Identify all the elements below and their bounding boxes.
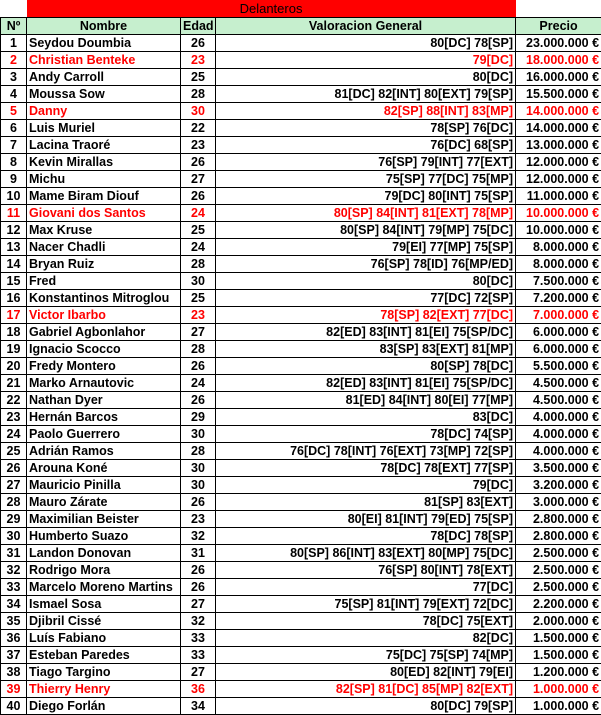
- table-row: [1, 154, 601, 171]
- cell-price[interactable]: 8.000.000 €: [516, 239, 601, 256]
- cell-rating[interactable]: 76[DC] 68[SP]: [216, 137, 516, 154]
- cell-age[interactable]: 26: [181, 494, 216, 511]
- cell-number[interactable]: 7: [1, 137, 27, 154]
- cell-player-name[interactable]: Lacina Traoré: [27, 137, 181, 154]
- cell-player-name[interactable]: Mame Biram Diouf: [27, 188, 181, 205]
- cell-price[interactable]: 2.000.000 €: [516, 613, 601, 630]
- cell-price[interactable]: 3.500.000 €: [516, 460, 601, 477]
- header-name[interactable]: Nombre: [27, 18, 181, 35]
- cell-player-name[interactable]: Max Kruse: [27, 222, 181, 239]
- cell-price[interactable]: 6.000.000 €: [516, 341, 601, 358]
- cell-age[interactable]: 24: [181, 239, 216, 256]
- table-row: [1, 205, 601, 222]
- cell-rating[interactable]: 80[SP] 86[INT] 83[EXT] 80[MP] 75[DC]: [216, 545, 516, 562]
- cell-age[interactable]: 28: [181, 256, 216, 273]
- cell-price[interactable]: 13.000.000 €: [516, 137, 601, 154]
- cell-age[interactable]: 27: [181, 596, 216, 613]
- table-row: [1, 409, 601, 426]
- cell-player-name[interactable]: Danny: [27, 103, 181, 120]
- cell-player-name[interactable]: Luís Fabiano: [27, 630, 181, 647]
- cell-player-name[interactable]: Victor Ibarbo: [27, 307, 181, 324]
- cell-player-name[interactable]: Bryan Ruiz: [27, 256, 181, 273]
- cell-number[interactable]: 27: [1, 477, 27, 494]
- cell-number[interactable]: 38: [1, 664, 27, 681]
- cell-price[interactable]: 4.000.000 €: [516, 426, 601, 443]
- cell-age[interactable]: 28: [181, 86, 216, 103]
- table-row: [1, 256, 601, 273]
- table-row: [1, 69, 601, 86]
- title-spacer[interactable]: [1, 0, 27, 18]
- table-row: [1, 477, 601, 494]
- cell-number[interactable]: 30: [1, 528, 27, 545]
- cell-age[interactable]: 30: [181, 273, 216, 290]
- cell-number[interactable]: 12: [1, 222, 27, 239]
- cell-price[interactable]: 16.000.000 €: [516, 69, 601, 86]
- cell-player-name[interactable]: Arouna Koné: [27, 460, 181, 477]
- table-row: [1, 494, 601, 511]
- table-row: [1, 681, 601, 698]
- table-row: [1, 443, 601, 460]
- cell-player-name[interactable]: Adrián Ramos: [27, 443, 181, 460]
- cell-number[interactable]: 16: [1, 290, 27, 307]
- cell-age[interactable]: 36: [181, 681, 216, 698]
- table-row: [1, 596, 601, 613]
- cell-rating[interactable]: 76[DC] 78[INT] 76[EXT] 73[MP] 72[SP]: [216, 443, 516, 460]
- cell-player-name[interactable]: Giovani dos Santos: [27, 205, 181, 222]
- cell-rating[interactable]: 78[DC] 78[SP]: [216, 528, 516, 545]
- table-row: [1, 273, 601, 290]
- cell-number[interactable]: 6: [1, 120, 27, 137]
- cell-rating[interactable]: 82[ED] 83[INT] 81[EI] 75[SP/DC]: [216, 324, 516, 341]
- cell-rating[interactable]: 83[SP] 83[EXT] 81[MP]: [216, 341, 516, 358]
- cell-rating[interactable]: 82[ED] 83[INT] 81[EI] 75[SP/DC]: [216, 375, 516, 392]
- table-row: [1, 698, 601, 715]
- cell-rating[interactable]: 82[DC]: [216, 630, 516, 647]
- cell-age[interactable]: 30: [181, 103, 216, 120]
- cell-number[interactable]: 25: [1, 443, 27, 460]
- cell-rating[interactable]: 75[SP] 77[DC] 75[MP]: [216, 171, 516, 188]
- cell-price[interactable]: 4.000.000 €: [516, 409, 601, 426]
- cell-age[interactable]: 33: [181, 630, 216, 647]
- cell-number[interactable]: 20: [1, 358, 27, 375]
- cell-rating[interactable]: 75[DC] 75[SP] 74[MP]: [216, 647, 516, 664]
- table-row: [1, 35, 601, 52]
- cell-price[interactable]: 14.000.000 €: [516, 120, 601, 137]
- cell-age[interactable]: 26: [181, 154, 216, 171]
- cell-age[interactable]: 30: [181, 477, 216, 494]
- cell-player-name[interactable]: Mauricio Pinilla: [27, 477, 181, 494]
- cell-rating[interactable]: 79[EI] 77[MP] 75[SP]: [216, 239, 516, 256]
- cell-age[interactable]: 28: [181, 443, 216, 460]
- cell-rating[interactable]: 79[DC]: [216, 477, 516, 494]
- cell-age[interactable]: 30: [181, 426, 216, 443]
- cell-age[interactable]: 22: [181, 120, 216, 137]
- cell-age[interactable]: 23: [181, 52, 216, 69]
- table-row: [1, 222, 601, 239]
- cell-price[interactable]: 2.200.000 €: [516, 596, 601, 613]
- cell-price[interactable]: 12.000.000 €: [516, 154, 601, 171]
- cell-age[interactable]: 26: [181, 35, 216, 52]
- cell-age[interactable]: 32: [181, 613, 216, 630]
- table-row: [1, 290, 601, 307]
- table-row: [1, 307, 601, 324]
- cell-age[interactable]: 25: [181, 290, 216, 307]
- cell-player-name[interactable]: Thierry Henry: [27, 681, 181, 698]
- cell-number[interactable]: 8: [1, 154, 27, 171]
- table-row: [1, 426, 601, 443]
- cell-player-name[interactable]: Marko Arnautovic: [27, 375, 181, 392]
- cell-number[interactable]: 14: [1, 256, 27, 273]
- table-row: [1, 647, 601, 664]
- cell-player-name[interactable]: Fred: [27, 273, 181, 290]
- cell-age[interactable]: 30: [181, 460, 216, 477]
- cell-player-name[interactable]: Tiago Targino: [27, 664, 181, 681]
- cell-number[interactable]: 5: [1, 103, 27, 120]
- cell-number[interactable]: 29: [1, 511, 27, 528]
- cell-age[interactable]: 23: [181, 307, 216, 324]
- cell-number[interactable]: 13: [1, 239, 27, 256]
- cell-player-name[interactable]: Mauro Zárate: [27, 494, 181, 511]
- cell-price[interactable]: 2.800.000 €: [516, 511, 601, 528]
- cell-rating[interactable]: 83[DC]: [216, 409, 516, 426]
- cell-player-name[interactable]: Kevin Mirallas: [27, 154, 181, 171]
- cell-player-name[interactable]: Marcelo Moreno Martins: [27, 579, 181, 596]
- cell-number[interactable]: 17: [1, 307, 27, 324]
- cell-number[interactable]: 11: [1, 205, 27, 222]
- header-price[interactable]: Precio: [516, 18, 601, 35]
- cell-age[interactable]: 26: [181, 579, 216, 596]
- title-spacer-right[interactable]: [516, 0, 601, 18]
- table-row: [1, 613, 601, 630]
- cell-age[interactable]: 26: [181, 358, 216, 375]
- cell-rating[interactable]: 81[SP] 83[EXT]: [216, 494, 516, 511]
- cell-player-name[interactable]: Nathan Dyer: [27, 392, 181, 409]
- cell-player-name[interactable]: Hernán Barcos: [27, 409, 181, 426]
- cell-player-name[interactable]: Ismael Sosa: [27, 596, 181, 613]
- cell-number[interactable]: 4: [1, 86, 27, 103]
- cell-rating[interactable]: 78[DC] 74[SP]: [216, 426, 516, 443]
- cell-player-name[interactable]: Fredy Montero: [27, 358, 181, 375]
- cell-number[interactable]: 22: [1, 392, 27, 409]
- cell-age[interactable]: 27: [181, 664, 216, 681]
- cell-player-name[interactable]: Luis Muriel: [27, 120, 181, 137]
- cell-number[interactable]: 19: [1, 341, 27, 358]
- cell-player-name[interactable]: Andy Carroll: [27, 69, 181, 86]
- cell-player-name[interactable]: Konstantinos Mitroglou: [27, 290, 181, 307]
- cell-age[interactable]: 33: [181, 647, 216, 664]
- table-row: [1, 188, 601, 205]
- table-row: [1, 511, 601, 528]
- cell-age[interactable]: 27: [181, 171, 216, 188]
- cell-age[interactable]: 23: [181, 137, 216, 154]
- cell-price[interactable]: 2.500.000 €: [516, 579, 601, 596]
- cell-rating[interactable]: 80[DC]: [216, 69, 516, 86]
- cell-price[interactable]: 1.200.000 €: [516, 664, 601, 681]
- cell-price[interactable]: 1.500.000 €: [516, 647, 601, 664]
- cell-player-name[interactable]: Landon Donovan: [27, 545, 181, 562]
- cell-rating[interactable]: 82[SP] 81[DC] 85[MP] 82[EXT]: [216, 681, 516, 698]
- cell-number[interactable]: 37: [1, 647, 27, 664]
- cell-number[interactable]: 23: [1, 409, 27, 426]
- cell-price[interactable]: 4.500.000 €: [516, 375, 601, 392]
- cell-player-name[interactable]: Gabriel Agbonlahor: [27, 324, 181, 341]
- cell-price[interactable]: 12.000.000 €: [516, 171, 601, 188]
- table-row: [1, 664, 601, 681]
- table-row: [1, 171, 601, 188]
- table-row: [1, 358, 601, 375]
- cell-rating[interactable]: 81[DC] 82[INT] 80[EXT] 79[SP]: [216, 86, 516, 103]
- cell-age[interactable]: 29: [181, 409, 216, 426]
- cell-age[interactable]: 25: [181, 222, 216, 239]
- cell-number[interactable]: 26: [1, 460, 27, 477]
- cell-price[interactable]: 7.000.000 €: [516, 307, 601, 324]
- cell-player-name[interactable]: Michu: [27, 171, 181, 188]
- table-row: [1, 545, 601, 562]
- cell-number[interactable]: 35: [1, 613, 27, 630]
- cell-price[interactable]: 5.500.000 €: [516, 358, 601, 375]
- cell-price[interactable]: 2.800.000 €: [516, 528, 601, 545]
- cell-age[interactable]: 27: [181, 324, 216, 341]
- cell-number[interactable]: 21: [1, 375, 27, 392]
- header-age[interactable]: Edad: [181, 18, 216, 35]
- cell-number[interactable]: 10: [1, 188, 27, 205]
- cell-number[interactable]: 15: [1, 273, 27, 290]
- cell-player-name[interactable]: Seydou Doumbia: [27, 35, 181, 52]
- cell-player-name[interactable]: Rodrigo Mora: [27, 562, 181, 579]
- cell-number[interactable]: 28: [1, 494, 27, 511]
- table-row: [1, 528, 601, 545]
- cell-player-name[interactable]: Maximilian Beister: [27, 511, 181, 528]
- cell-rating[interactable]: 78[DC] 75[EXT]: [216, 613, 516, 630]
- cell-price[interactable]: 18.000.000 €: [516, 52, 601, 69]
- cell-price[interactable]: 14.000.000 €: [516, 103, 601, 120]
- cell-rating[interactable]: 80[DC]: [216, 273, 516, 290]
- cell-rating[interactable]: 78[SP] 82[EXT] 77[DC]: [216, 307, 516, 324]
- cell-number[interactable]: 40: [1, 698, 27, 715]
- cell-rating[interactable]: 76[SP] 78[ID] 76[MP/ED]: [216, 256, 516, 273]
- cell-price[interactable]: 11.000.000 €: [516, 188, 601, 205]
- cell-rating[interactable]: 80[EI] 81[INT] 79[ED] 75[SP]: [216, 511, 516, 528]
- cell-number[interactable]: 34: [1, 596, 27, 613]
- cell-age[interactable]: 34: [181, 698, 216, 715]
- table-row: [1, 341, 601, 358]
- cell-rating[interactable]: 82[SP] 88[INT] 83[MP]: [216, 103, 516, 120]
- cell-age[interactable]: 32: [181, 528, 216, 545]
- cell-price[interactable]: 7.500.000 €: [516, 273, 601, 290]
- cell-price[interactable]: 4.000.000 €: [516, 443, 601, 460]
- cell-player-name[interactable]: Moussa Sow: [27, 86, 181, 103]
- cell-number[interactable]: 39: [1, 681, 27, 698]
- table-row: [1, 562, 601, 579]
- cell-rating[interactable]: 76[SP] 79[INT] 77[EXT]: [216, 154, 516, 171]
- cell-number[interactable]: 3: [1, 69, 27, 86]
- header-row: [1, 18, 601, 35]
- cell-rating[interactable]: 80[DC] 79[SP]: [216, 698, 516, 715]
- cell-age[interactable]: 24: [181, 375, 216, 392]
- cell-player-name[interactable]: Nacer Chadli: [27, 239, 181, 256]
- table-row: [1, 630, 601, 647]
- table-row: [1, 120, 601, 137]
- cell-price[interactable]: 1.000.000 €: [516, 681, 601, 698]
- cell-rating[interactable]: 80[SP] 84[INT] 81[EXT] 78[MP]: [216, 205, 516, 222]
- cell-age[interactable]: 26: [181, 392, 216, 409]
- cell-rating[interactable]: 80[SP] 84[INT] 79[MP] 75[DC]: [216, 222, 516, 239]
- cell-rating[interactable]: 80[SP] 78[DC]: [216, 358, 516, 375]
- cell-rating[interactable]: 77[DC]: [216, 579, 516, 596]
- table-title[interactable]: Delanteros: [27, 0, 516, 18]
- cell-price[interactable]: 4.500.000 €: [516, 392, 601, 409]
- cell-rating[interactable]: 75[SP] 81[INT] 79[EXT] 72[DC]: [216, 596, 516, 613]
- table-row: [1, 52, 601, 69]
- cell-price[interactable]: 7.200.000 €: [516, 290, 601, 307]
- cell-age[interactable]: 25: [181, 69, 216, 86]
- header-num[interactable]: Nº: [1, 18, 27, 35]
- cell-price[interactable]: 10.000.000 €: [516, 222, 601, 239]
- cell-number[interactable]: 18: [1, 324, 27, 341]
- cell-rating[interactable]: 77[DC] 72[SP]: [216, 290, 516, 307]
- cell-player-name[interactable]: Paolo Guerrero: [27, 426, 181, 443]
- cell-rating[interactable]: 81[ED] 84[INT] 80[EI] 77[MP]: [216, 392, 516, 409]
- cell-age[interactable]: 24: [181, 205, 216, 222]
- table-row: [1, 103, 601, 120]
- table-row: [1, 392, 601, 409]
- cell-price[interactable]: 2.500.000 €: [516, 562, 601, 579]
- table-row: [1, 239, 601, 256]
- title-row: [1, 0, 601, 18]
- cell-price[interactable]: 15.500.000 €: [516, 86, 601, 103]
- cell-player-name[interactable]: Esteban Paredes: [27, 647, 181, 664]
- cell-player-name[interactable]: Ignacio Scocco: [27, 341, 181, 358]
- table-row: [1, 86, 601, 103]
- cell-rating[interactable]: 79[DC]: [216, 52, 516, 69]
- cell-number[interactable]: 31: [1, 545, 27, 562]
- cell-number[interactable]: 36: [1, 630, 27, 647]
- cell-price[interactable]: 3.200.000 €: [516, 477, 601, 494]
- cell-player-name[interactable]: Humberto Suazo: [27, 528, 181, 545]
- cell-price[interactable]: 1.000.000 €: [516, 698, 601, 715]
- cell-player-name[interactable]: Djibril Cissé: [27, 613, 181, 630]
- cell-age[interactable]: 31: [181, 545, 216, 562]
- cell-number[interactable]: 9: [1, 171, 27, 188]
- header-rating[interactable]: Valoracion General: [216, 18, 516, 35]
- cell-number[interactable]: 33: [1, 579, 27, 596]
- cell-price[interactable]: 10.000.000 €: [516, 205, 601, 222]
- cell-player-name[interactable]: Christian Benteke: [27, 52, 181, 69]
- table-row: [1, 137, 601, 154]
- table-row: [1, 460, 601, 477]
- cell-price[interactable]: 3.000.000 €: [516, 494, 601, 511]
- table-row: [1, 375, 601, 392]
- cell-age[interactable]: 28: [181, 341, 216, 358]
- cell-price[interactable]: 1.500.000 €: [516, 630, 601, 647]
- cell-rating[interactable]: 78[SP] 76[DC]: [216, 120, 516, 137]
- cell-rating[interactable]: 79[DC] 80[INT] 75[SP]: [216, 188, 516, 205]
- cell-rating[interactable]: 76[SP] 80[INT] 78[EXT]: [216, 562, 516, 579]
- cell-number[interactable]: 24: [1, 426, 27, 443]
- cell-price[interactable]: 6.000.000 €: [516, 324, 601, 341]
- cell-number[interactable]: 1: [1, 35, 27, 52]
- table-row: [1, 579, 601, 596]
- cell-rating[interactable]: 80[DC] 78[SP]: [216, 35, 516, 52]
- cell-age[interactable]: 26: [181, 562, 216, 579]
- cell-price[interactable]: 2.500.000 €: [516, 545, 601, 562]
- cell-rating[interactable]: 78[DC] 78[EXT] 77[SP]: [216, 460, 516, 477]
- cell-player-name[interactable]: Diego Forlán: [27, 698, 181, 715]
- cell-number[interactable]: 2: [1, 52, 27, 69]
- cell-age[interactable]: 26: [181, 188, 216, 205]
- cell-price[interactable]: 8.000.000 €: [516, 256, 601, 273]
- cell-age[interactable]: 23: [181, 511, 216, 528]
- cell-number[interactable]: 32: [1, 562, 27, 579]
- cell-rating[interactable]: 80[ED] 82[INT] 79[EI]: [216, 664, 516, 681]
- cell-price[interactable]: 23.000.000 €: [516, 35, 601, 52]
- table-row: [1, 324, 601, 341]
